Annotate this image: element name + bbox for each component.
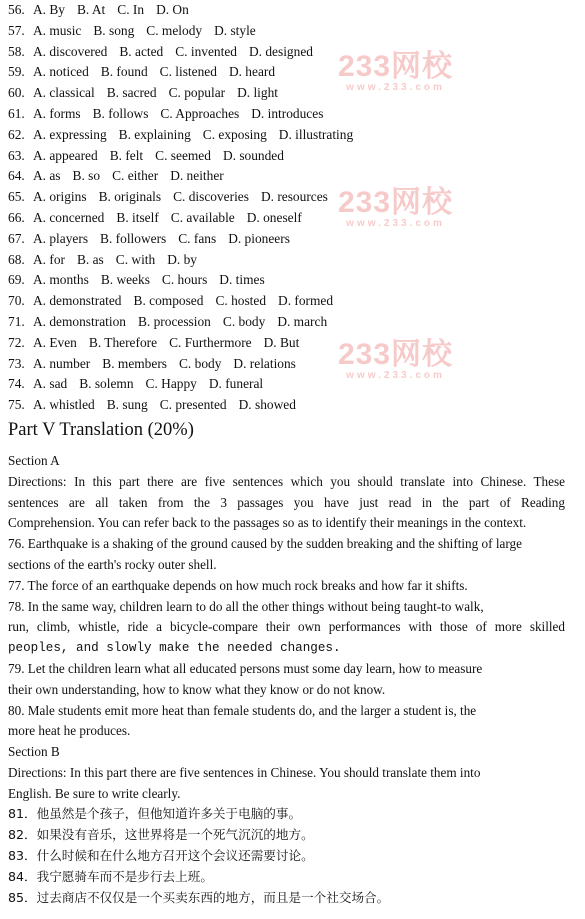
answer-choice: A. for: [33, 251, 65, 267]
answer-choice: D. designed: [249, 43, 313, 59]
answer-choice: D. style: [214, 22, 256, 38]
question-row: [8, 208, 365, 229]
answer-choice: D. funeral: [208, 376, 264, 392]
chinese-sentence: 81．他虽然是个孩子，但他知道许多关于电脑的事。: [8, 806, 302, 822]
answer-choice: B. followers: [100, 230, 167, 246]
question-row: [8, 166, 365, 187]
answer-choice: A. music: [33, 22, 82, 38]
watermark-logo: 233网校: [338, 186, 454, 219]
question-number: 74.: [8, 376, 25, 392]
answer-choice: C. Approaches: [160, 105, 240, 121]
answer-choice: A. noticed: [33, 64, 89, 80]
sentence-line: 77. The force of an earthquake depends on how much rock breaks and how far it shifts.: [8, 577, 468, 593]
question-number: 71.: [8, 313, 25, 329]
answer-choice: D. introduces: [251, 105, 324, 121]
answer-choice: A. discovered: [33, 43, 108, 59]
question-number: 68.: [8, 251, 25, 267]
directions-line: sentences are all taken from the 3 passages you have just read in the part of Reading: [8, 494, 565, 510]
question-row: [8, 21, 365, 42]
answer-choice: A. whistled: [33, 397, 95, 413]
question-number: 57.: [8, 22, 25, 38]
watermark-url: www.233.com: [346, 370, 445, 381]
answer-choice: B. At: [77, 2, 106, 17]
question-row: [8, 374, 365, 395]
answer-choice: B. members: [102, 355, 167, 371]
answer-choice: C. presented: [159, 397, 227, 413]
question-number: 64.: [8, 168, 25, 184]
question-number: 75.: [8, 397, 25, 413]
answer-choice: B. found: [100, 64, 148, 80]
answer-choice: C. available: [170, 209, 235, 225]
answer-choice: B. explaining: [118, 126, 191, 142]
chinese-sentence: 85．过去商店不仅仅是一个买卖东西的地方，而且是一个社交场合。: [8, 889, 390, 905]
question-row: [8, 146, 365, 167]
answer-choice: D. heard: [228, 64, 276, 80]
answer-choice: B. Therefore: [88, 334, 158, 350]
answer-choice: A. months: [33, 272, 89, 288]
answer-choice: D. oneself: [246, 209, 302, 225]
question-number: 60.: [8, 85, 25, 101]
answer-choice: C. Furthermore: [169, 334, 252, 350]
watermark-logo: 233网校: [338, 50, 454, 83]
answer-choice: D. by: [167, 251, 197, 267]
answer-choice: B. as: [76, 251, 104, 267]
answer-choice: B. sung: [106, 397, 148, 413]
question-row: [8, 62, 365, 83]
section-heading: Section A: [8, 453, 60, 468]
answer-choice: D. light: [237, 85, 279, 101]
answer-choice: A. as: [33, 168, 61, 184]
answer-choice: C. Happy: [145, 376, 197, 392]
question-number: 73.: [8, 355, 25, 371]
answer-choice: A. concerned: [33, 209, 105, 225]
question-row: [8, 354, 365, 375]
watermark-logo: 233网校: [338, 338, 454, 371]
directions-line: Comprehension. You can refer back to the passages so as to identify their meanings in the context.: [8, 515, 527, 531]
answer-choice: C. melody: [146, 22, 203, 38]
answer-choice: A. forms: [33, 105, 81, 121]
question-row: [8, 0, 365, 21]
answer-choice: C. In: [117, 2, 145, 17]
answer-choice: A. demonstrated: [33, 293, 122, 309]
answer-choice: D. formed: [278, 293, 334, 309]
answer-choice: B. weeks: [100, 272, 150, 288]
question-row: [8, 42, 365, 63]
answer-choice: A. classical: [33, 85, 95, 101]
answer-choice: C. body: [222, 313, 266, 329]
answer-choice: B. procession: [137, 313, 211, 329]
answer-choice: D. relations: [233, 355, 296, 371]
answer-choice: C. hosted: [215, 293, 267, 309]
question-row: [8, 229, 365, 250]
answer-choice: D. But: [263, 334, 300, 350]
directions-line: Directions: In this part there are five sentences in Chinese. You should translate them into: [8, 764, 481, 780]
answer-choice: D. pioneers: [228, 230, 290, 246]
answer-choice: C. hours: [161, 272, 208, 288]
sentence-line: 79. Let the children learn what all educated persons must some day learn, how to measure: [8, 660, 483, 676]
sentence-line: their own understanding, how to know what they know or do not know.: [8, 681, 386, 697]
answer-choice: C. with: [115, 251, 156, 267]
question-row: [8, 270, 365, 291]
sentence-line: 76. Earthquake is a shaking of the ground caused by the sudden breaking and the shifting of large: [8, 536, 522, 552]
question-number: 56.: [8, 2, 25, 17]
part-title: Part V Translation (20%): [8, 420, 194, 440]
answer-choice: B. felt: [109, 147, 144, 163]
answer-choice: B. composed: [133, 293, 204, 309]
section-b: [8, 742, 565, 908]
answer-choice: C. discoveries: [173, 189, 249, 205]
answer-choice: A. players: [33, 230, 89, 246]
answer-choice: B. follows: [92, 105, 149, 121]
answer-choice: C. listened: [159, 64, 217, 80]
answer-choice: B. originals: [98, 189, 162, 205]
directions-line: English. Be sure to write clearly.: [8, 785, 181, 801]
watermark-url: www.233.com: [346, 82, 445, 93]
section-heading: Section B: [8, 744, 60, 759]
answer-choice: A. expressing: [33, 126, 107, 142]
question-number: 69.: [8, 272, 25, 288]
answer-choice: D. sounded: [222, 147, 284, 163]
answer-choice: B. sacred: [106, 85, 157, 101]
answer-choice: A. demonstration: [33, 313, 126, 329]
question-row: [8, 312, 365, 333]
answer-choice: D. march: [277, 313, 328, 329]
answer-choice: A. Even: [33, 334, 77, 350]
sentence-line: more heat he produces.: [8, 723, 131, 739]
answer-choice: C. fans: [178, 230, 217, 246]
answer-choice: A. sad: [33, 376, 68, 392]
answer-choice: D. illustrating: [278, 126, 354, 142]
question-number: 61.: [8, 105, 25, 121]
question-row: [8, 395, 365, 416]
answer-choice: C. popular: [168, 85, 226, 101]
question-number: 67.: [8, 230, 25, 246]
question-row: [8, 125, 365, 146]
sentence-line: sections of the earth's rocky outer shell.: [8, 556, 217, 572]
question-row: [8, 83, 365, 104]
answer-choice: C. either: [112, 168, 159, 184]
answer-choice: C. body: [179, 355, 222, 371]
directions-line: Directions: In this part there are five sentences which you should translate into Chinese. These: [8, 473, 565, 489]
sentence-line: 78. In the same way, children learn to do all the other things without being taught-to walk,: [8, 598, 484, 614]
question-row: [8, 333, 365, 354]
answer-choice: B. so: [72, 168, 101, 184]
answer-choice: D. showed: [238, 397, 296, 413]
answer-choice: B. song: [93, 22, 135, 38]
answer-choice: B. acted: [119, 43, 164, 59]
question-number: 66.: [8, 209, 25, 225]
answer-choice: D. resources: [260, 189, 328, 205]
question-number: 65.: [8, 189, 25, 205]
question-number: 72.: [8, 334, 25, 350]
answer-choice: B. itself: [116, 209, 159, 225]
question-row: [8, 291, 365, 312]
question-number: 59.: [8, 64, 25, 80]
answer-choice: D. On: [156, 2, 189, 17]
answer-options-list: [8, 0, 365, 416]
answer-choice: A. By: [33, 2, 65, 17]
sentence-line: peoples, and slowly make the needed changes.: [8, 641, 341, 656]
question-row: [8, 104, 365, 125]
answer-choice: B. solemn: [79, 376, 134, 392]
chinese-sentence: 84．我宁愿骑车而不是步行去上班。: [8, 868, 213, 884]
watermark-url: www.233.com: [346, 218, 445, 229]
section-a: [8, 451, 565, 742]
chinese-sentence: 83．什么时候和在什么地方召开这个会议还需要讨论。: [8, 847, 314, 863]
answer-choice: C. exposing: [202, 126, 267, 142]
question-row: [8, 187, 365, 208]
sentence-line: 80. Male students emit more heat than female students do, and the larger a student is, the: [8, 702, 477, 718]
question-row: [8, 250, 365, 271]
question-number: 63.: [8, 147, 25, 163]
answer-choice: A. origins: [33, 189, 87, 205]
question-number: 58.: [8, 43, 25, 59]
chinese-sentence: 82．如果没有音乐，这世界将是一个死气沉沉的地方。: [8, 827, 314, 843]
answer-choice: C. seemed: [155, 147, 211, 163]
answer-choice: A. appeared: [33, 147, 98, 163]
answer-choice: D. neither: [170, 168, 224, 184]
answer-choice: D. times: [219, 272, 265, 288]
sentence-line: run, climb, whistle, ride a bicycle-compare their own performances with those of more skilled: [8, 619, 565, 635]
answer-choice: C. invented: [175, 43, 237, 59]
question-number: 70.: [8, 293, 25, 309]
question-number: 62.: [8, 126, 25, 142]
answer-choice: A. number: [33, 355, 91, 371]
